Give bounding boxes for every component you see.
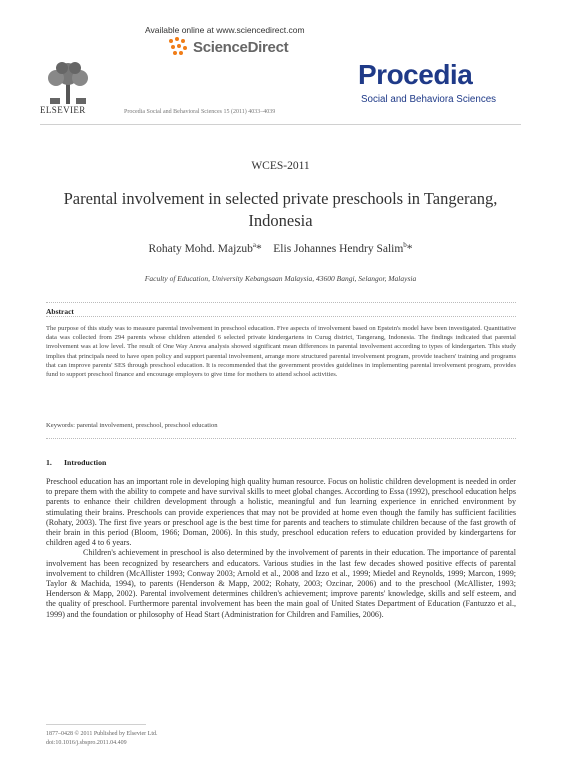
section-heading <box>46 458 106 467</box>
conference-name: WCES-2011 <box>251 160 310 172</box>
body-text <box>46 477 516 620</box>
section-title: Introduction <box>64 458 107 467</box>
section-number: 1. <box>46 458 52 467</box>
affiliation: Faculty of Education, University Kebangsaan Malaysia, 43600 Bangi, Selangor, Malaysia <box>144 274 417 283</box>
keywords: Keywords: parental involvement, preschool, preschool education <box>46 422 218 429</box>
paper-title <box>40 188 521 232</box>
footer-doi: doi:10.1016/j.sbspro.2011.04.409 <box>46 739 127 746</box>
procedia-subtitle: Social and Behaviora Sciences <box>361 94 497 105</box>
paper-title-line2: Indonesia <box>248 211 313 230</box>
available-online-text: Available online at www.sciencedirect.com <box>145 25 305 35</box>
procedia-wordmark: Procedia <box>358 59 473 90</box>
author-2-corresponding-mark: * <box>406 242 413 255</box>
footer <box>46 730 158 747</box>
author-list <box>0 241 561 255</box>
author-1-name: Rohaty Mohd. Majzub <box>148 242 253 255</box>
body-paragraph-2: Children's achievement in preschool is also determined by the involvement of parents in their education. The importance of parental involvement has been recognized by researchers and educators. Various studies in the last few decades showed positive effects of parental involvement to children (McAllister 1993; Conway 2003; Arnold et al., 2008 and Izzo et al., 1999; Miedel and Reynolds, 1999; Marcon, 1999; Taylor & Machida, 1994), to parents (Henderson & Mapp, 2002; Rohaty, 2003; Ozcinar, 2006) and to the preschool (McAllister, 1993; Henderson & Mapp, 2002). Parental involvement determines children's achievement; improve parents' knowledge, skills and self esteem, and the quality of preschool. Furthermore parental involvement has been the main goal of United States Department of Education (Fantuzzo et al., 1999) and the foundation or philosophy of Head Start (Administration for Children and Families, 2006). <box>46 548 516 619</box>
author-1-corresponding-mark: * <box>256 242 262 255</box>
sciencedirect-logo[interactable] <box>168 36 288 58</box>
elsevier-tree-logo-icon <box>40 60 96 106</box>
sciencedirect-name: ScienceDirect <box>193 38 289 56</box>
author-2-name: Elis Johannes Hendry Salim <box>273 242 404 255</box>
abstract-top-divider <box>46 302 516 303</box>
abstract-text: The purpose of this study was to measure parental involvement in preschool education. Five aspects of involvement based on Epstein's model have been investigated. Quantitative data was collected from 294 parents whose children attended 6 selected private kindergartens in Curug district, Tangerang, Indonesia. The findings indicated that parental involvement was at low level. The result of One Way Anova analysis showed significant mean differences in parental involvement according to types of kindergarten. This study implies that principals need to have open policy and support parental involvement, arrange more structured parental involvement program, provide teachers' training and programs that can improve parents' SES through preschool education. It is recommended that the government provides guidelines in implementing parental involvement program, provides fund to support preschool finance and encourage employers to give time for mothers to attend school activities. <box>46 325 516 379</box>
author-2-affil-mark: b <box>403 241 407 249</box>
author-1-affil-mark: a <box>252 241 257 249</box>
elsevier-wordmark: ELSEVIER <box>40 105 86 115</box>
footer-copyright: 1877–0428 © 2011 Published by Elsevier Ltd. <box>46 731 158 737</box>
keywords-divider <box>46 438 516 439</box>
footer-divider <box>46 724 146 725</box>
abstract-heading: Abstract <box>46 307 74 316</box>
sciencedirect-dots-icon <box>168 36 190 58</box>
paper-title-line1: Parental involvement in selected private preschools in Tangerang, <box>63 189 498 208</box>
journal-citation: Procedia Social and Behavioral Sciences 15 (2011) 4033–4039 <box>124 109 276 115</box>
body-paragraph-1: Preschool education has an important role in developing high quality human resource. Focus on holistic children development is needed in order to prepare them with the ability to compete and have survival skills to meet global changes. According to Essa (1992), preschool education helps parents to enhance their children development through a holistic, meaningful and fun learning experience in enriched environment by stimulating their brains. Preschools can provide experiences that may not be provided at home even though the family has sufficient facilities (Rohaty, 2003). The first five years or preschool age is the best time for parents and teachers to stimulate children because of the fast growth of their brain in this period (Bloom, 1966; Doman, 2006). In this study, preschool education refers to education provided by kindergartens for children aged 4 to 6 years. <box>46 477 516 548</box>
header-divider <box>40 124 521 125</box>
abstract-heading-divider <box>46 316 516 317</box>
